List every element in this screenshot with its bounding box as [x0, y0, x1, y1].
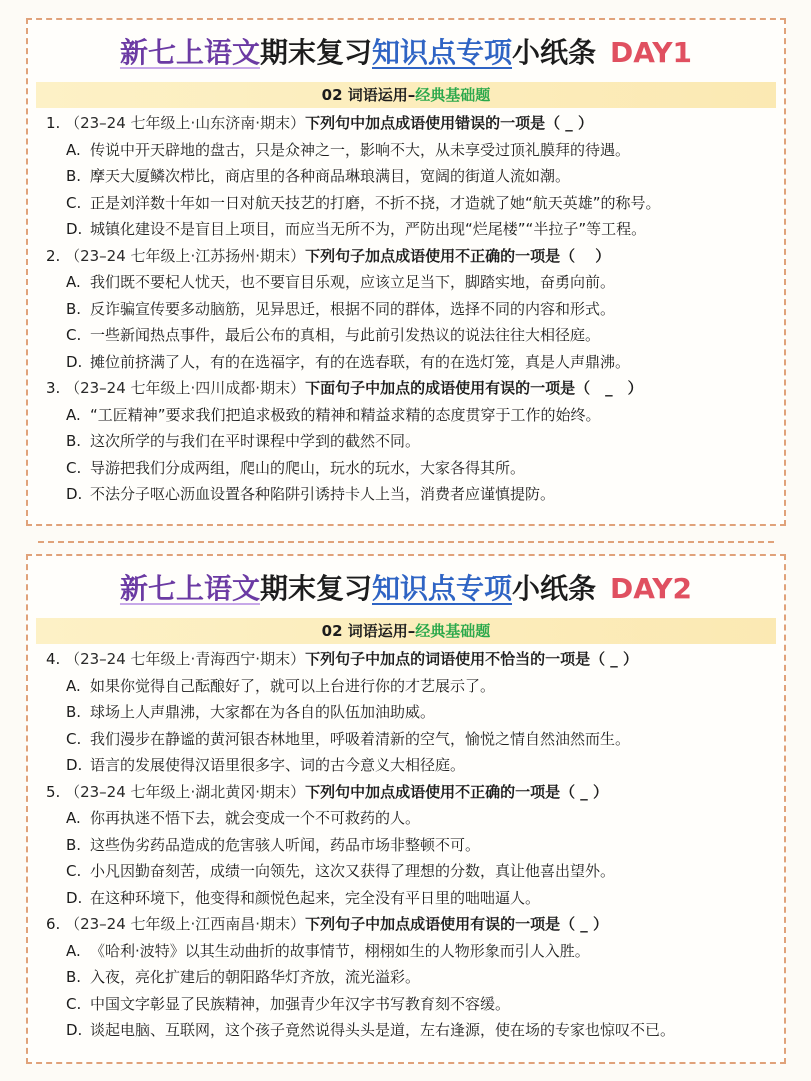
option-text: 如果你觉得自己酝酿好了，就可以上台进行你的才艺展示了。 [90, 676, 496, 695]
question-prompt: 下列句中加点成语使用不正确的一项是（ _ ） [305, 782, 609, 801]
option-text: 摩天大厦鳞次栉比，商店里的各种商品琳琅满目，宽阔的街道人流如潮。 [90, 167, 571, 185]
option-text: “工匠精神”要求我们把追求极致的精神和精益求精的态度贯穿于工作的始终。 [90, 405, 601, 424]
day1-card [26, 18, 786, 526]
question-1 [28, 110, 784, 243]
option-letter: C. [66, 193, 82, 212]
title-part2: 期末复习 [259, 36, 372, 69]
question-number: 4. [46, 650, 61, 668]
question-source: （23–24 七年级上·山东济南·期末） [65, 114, 306, 132]
option-text: 入夜，亮化扩建后的朝阳路华灯齐放，流光溢彩。 [90, 968, 421, 986]
option-letter: B. [66, 703, 82, 721]
option-letter: A. [66, 809, 81, 827]
option-a [46, 137, 778, 164]
section-header [36, 82, 776, 108]
option-text: 摊位前挤满了人，有的在选福字，有的在选春联，有的在选灯笼，真是人声鼎沸。 [90, 352, 631, 371]
option-letter: B. [66, 432, 82, 450]
option-letter: D. [66, 756, 83, 774]
question-prompt: 下列句子中加点成语使用有误的一项是（ _ ） [305, 915, 609, 933]
option-letter: A. [66, 676, 81, 695]
option-a [46, 805, 778, 832]
day2-card [26, 554, 786, 1064]
option-letter: A. [66, 405, 81, 424]
question-number: 5. [46, 782, 61, 801]
option-d [46, 349, 778, 376]
option-text: 传说中开天辟地的盘古，只是众神之一，影响不大，从未享受过顶礼膜拜的待遇。 [90, 140, 631, 159]
card-divider [38, 541, 774, 543]
option-a [46, 402, 778, 429]
title-part1: 新七上语文 [119, 572, 260, 605]
title-part1: 新七上语文 [119, 36, 260, 69]
title-part2: 期末复习 [259, 572, 372, 605]
question-source: （23–24 七年级上·四川成都·期末） [65, 379, 306, 397]
option-letter: C. [66, 458, 82, 477]
title-part3: 知识点专项 [372, 572, 513, 605]
title-part3: 知识点专项 [372, 36, 513, 69]
option-letter: D. [66, 352, 83, 371]
option-b [46, 428, 778, 455]
option-c [46, 455, 778, 482]
question-number: 2. [46, 246, 61, 265]
question-6 [28, 911, 784, 1044]
section-name: 词语运用– [347, 622, 416, 640]
title-day-label: DAY2 [610, 572, 693, 605]
option-d [46, 1017, 778, 1044]
option-letter: D. [66, 485, 83, 503]
option-text: 在这种环境下，他变得和颜悦色起来，完全没有平日里的咄咄逼人。 [90, 888, 541, 907]
option-text: 这次所学的与我们在平时课程中学到的截然不同。 [90, 432, 421, 450]
title-part4: 小纸条 [512, 36, 597, 69]
question-4 [28, 646, 784, 779]
page-title [28, 32, 784, 74]
option-text: 小凡因勤奋刻苦，成绩一向领先，这次又获得了理想的分数，真让他喜出望外。 [90, 862, 616, 880]
option-c [46, 322, 778, 349]
question-source: （23–24 七年级上·湖北黄冈·期末） [65, 782, 306, 801]
option-d [46, 481, 778, 508]
option-text: 不法分子呕心沥血设置各种陷阱引诱持卡人上当，消费者应谨慎提防。 [90, 485, 556, 503]
option-letter: B. [66, 167, 82, 185]
section-highlight: 经典基础题 [415, 86, 491, 104]
option-letter: C. [66, 729, 82, 748]
option-letter: D. [66, 888, 83, 907]
option-text: 语言的发展使得汉语里很多字、词的古今意义大相径庭。 [90, 756, 466, 774]
option-text: 正是刘洋数十年如一日对航天技艺的打磨，不折不挠，才造就了她“航天英雄”的称号。 [90, 193, 661, 212]
option-b [46, 699, 778, 726]
option-text: 你再执迷不悟下去，就会变成一个不可救药的人。 [90, 809, 421, 827]
question-prompt: 下列句子中加点的词语使用不恰当的一项是（ _ ） [305, 650, 639, 668]
option-a [46, 938, 778, 965]
option-text: 导游把我们分成两组，爬山的爬山，玩水的玩水，大家各得其所。 [90, 458, 526, 477]
option-c [46, 190, 778, 217]
question-2 [28, 243, 784, 376]
question-number: 1. [46, 114, 61, 132]
option-letter: B. [66, 299, 82, 318]
option-d [46, 216, 778, 243]
question-source: （23–24 七年级上·青海西宁·期末） [65, 650, 306, 668]
title-part4: 小纸条 [512, 572, 597, 605]
section-name: 词语运用– [347, 86, 416, 104]
option-letter: B. [66, 968, 82, 986]
option-a [46, 673, 778, 700]
option-text: 一些新闻热点事件，最后公布的真相，与此前引发热议的说法往往大相径庭。 [90, 326, 601, 344]
option-letter: C. [66, 862, 82, 880]
option-letter: A. [66, 140, 81, 159]
question-number: 6. [46, 915, 61, 933]
option-letter: C. [66, 994, 82, 1013]
section-highlight: 经典基础题 [415, 622, 491, 640]
question-3 [28, 375, 784, 508]
option-text: 我们漫步在静谧的黄河银杏林地里，呼吸着清新的空气，愉悦之情自然油然而生。 [90, 729, 631, 748]
page-title [28, 568, 784, 610]
option-c [46, 991, 778, 1018]
option-c [46, 726, 778, 753]
question-source: （23–24 七年级上·江苏扬州·期末） [65, 246, 306, 265]
option-letter: D. [66, 1021, 83, 1039]
option-b [46, 832, 778, 859]
option-text: 这些伪劣药品造成的危害骇人听闻，药品市场非整顿不可。 [90, 835, 481, 854]
option-letter: B. [66, 835, 82, 854]
question-number: 3. [46, 379, 61, 397]
option-d [46, 885, 778, 912]
option-letter: A. [66, 273, 81, 291]
option-text: 谈起电脑、互联网，这个孩子竟然说得头头是道，左右逢源，使在场的专家也惊叹不已。 [90, 1021, 676, 1039]
title-day-label: DAY1 [610, 36, 693, 69]
section-number: 02 [321, 86, 343, 104]
question-prompt: 下面句子中加点的成语使用有误的一项是（ _ ） [305, 379, 643, 397]
question-prompt: 下列句中加点成语使用错误的一项是（ _ ） [305, 114, 594, 132]
option-b [46, 964, 778, 991]
section-number: 02 [321, 622, 343, 640]
question-prompt: 下列句子加点成语使用不正确的一项是（ ） [305, 246, 611, 265]
option-text: 《哈利·波特》以其生动曲折的故事情节，栩栩如生的人物形象而引人入胜。 [90, 941, 590, 960]
option-a [46, 269, 778, 296]
option-d [46, 752, 778, 779]
option-letter: A. [66, 941, 81, 960]
question-5 [28, 779, 784, 912]
section-header [36, 618, 776, 644]
option-text: 中国文字彰显了民族精神，加强青少年汉字书写教育刻不容缓。 [90, 994, 511, 1013]
option-b [46, 163, 778, 190]
option-text: 反诈骗宣传要多动脑筋，见异思迁，根据不同的群体，选择不同的内容和形式。 [90, 299, 616, 318]
option-text: 球场上人声鼎沸，大家都在为各自的队伍加油助威。 [90, 703, 436, 721]
option-b [46, 296, 778, 323]
option-c [46, 858, 778, 885]
option-letter: D. [66, 220, 83, 238]
option-letter: C. [66, 326, 82, 344]
question-source: （23–24 七年级上·江西南昌·期末） [65, 915, 306, 933]
option-text: 我们既不要杞人忧天，也不要盲目乐观，应该立足当下，脚踏实地，奋勇向前。 [90, 273, 616, 291]
option-text: 城镇化建设不是盲目上项目，而应当无所不为，严防出现“烂尾楼”“半拉子”等工程。 [90, 220, 647, 238]
